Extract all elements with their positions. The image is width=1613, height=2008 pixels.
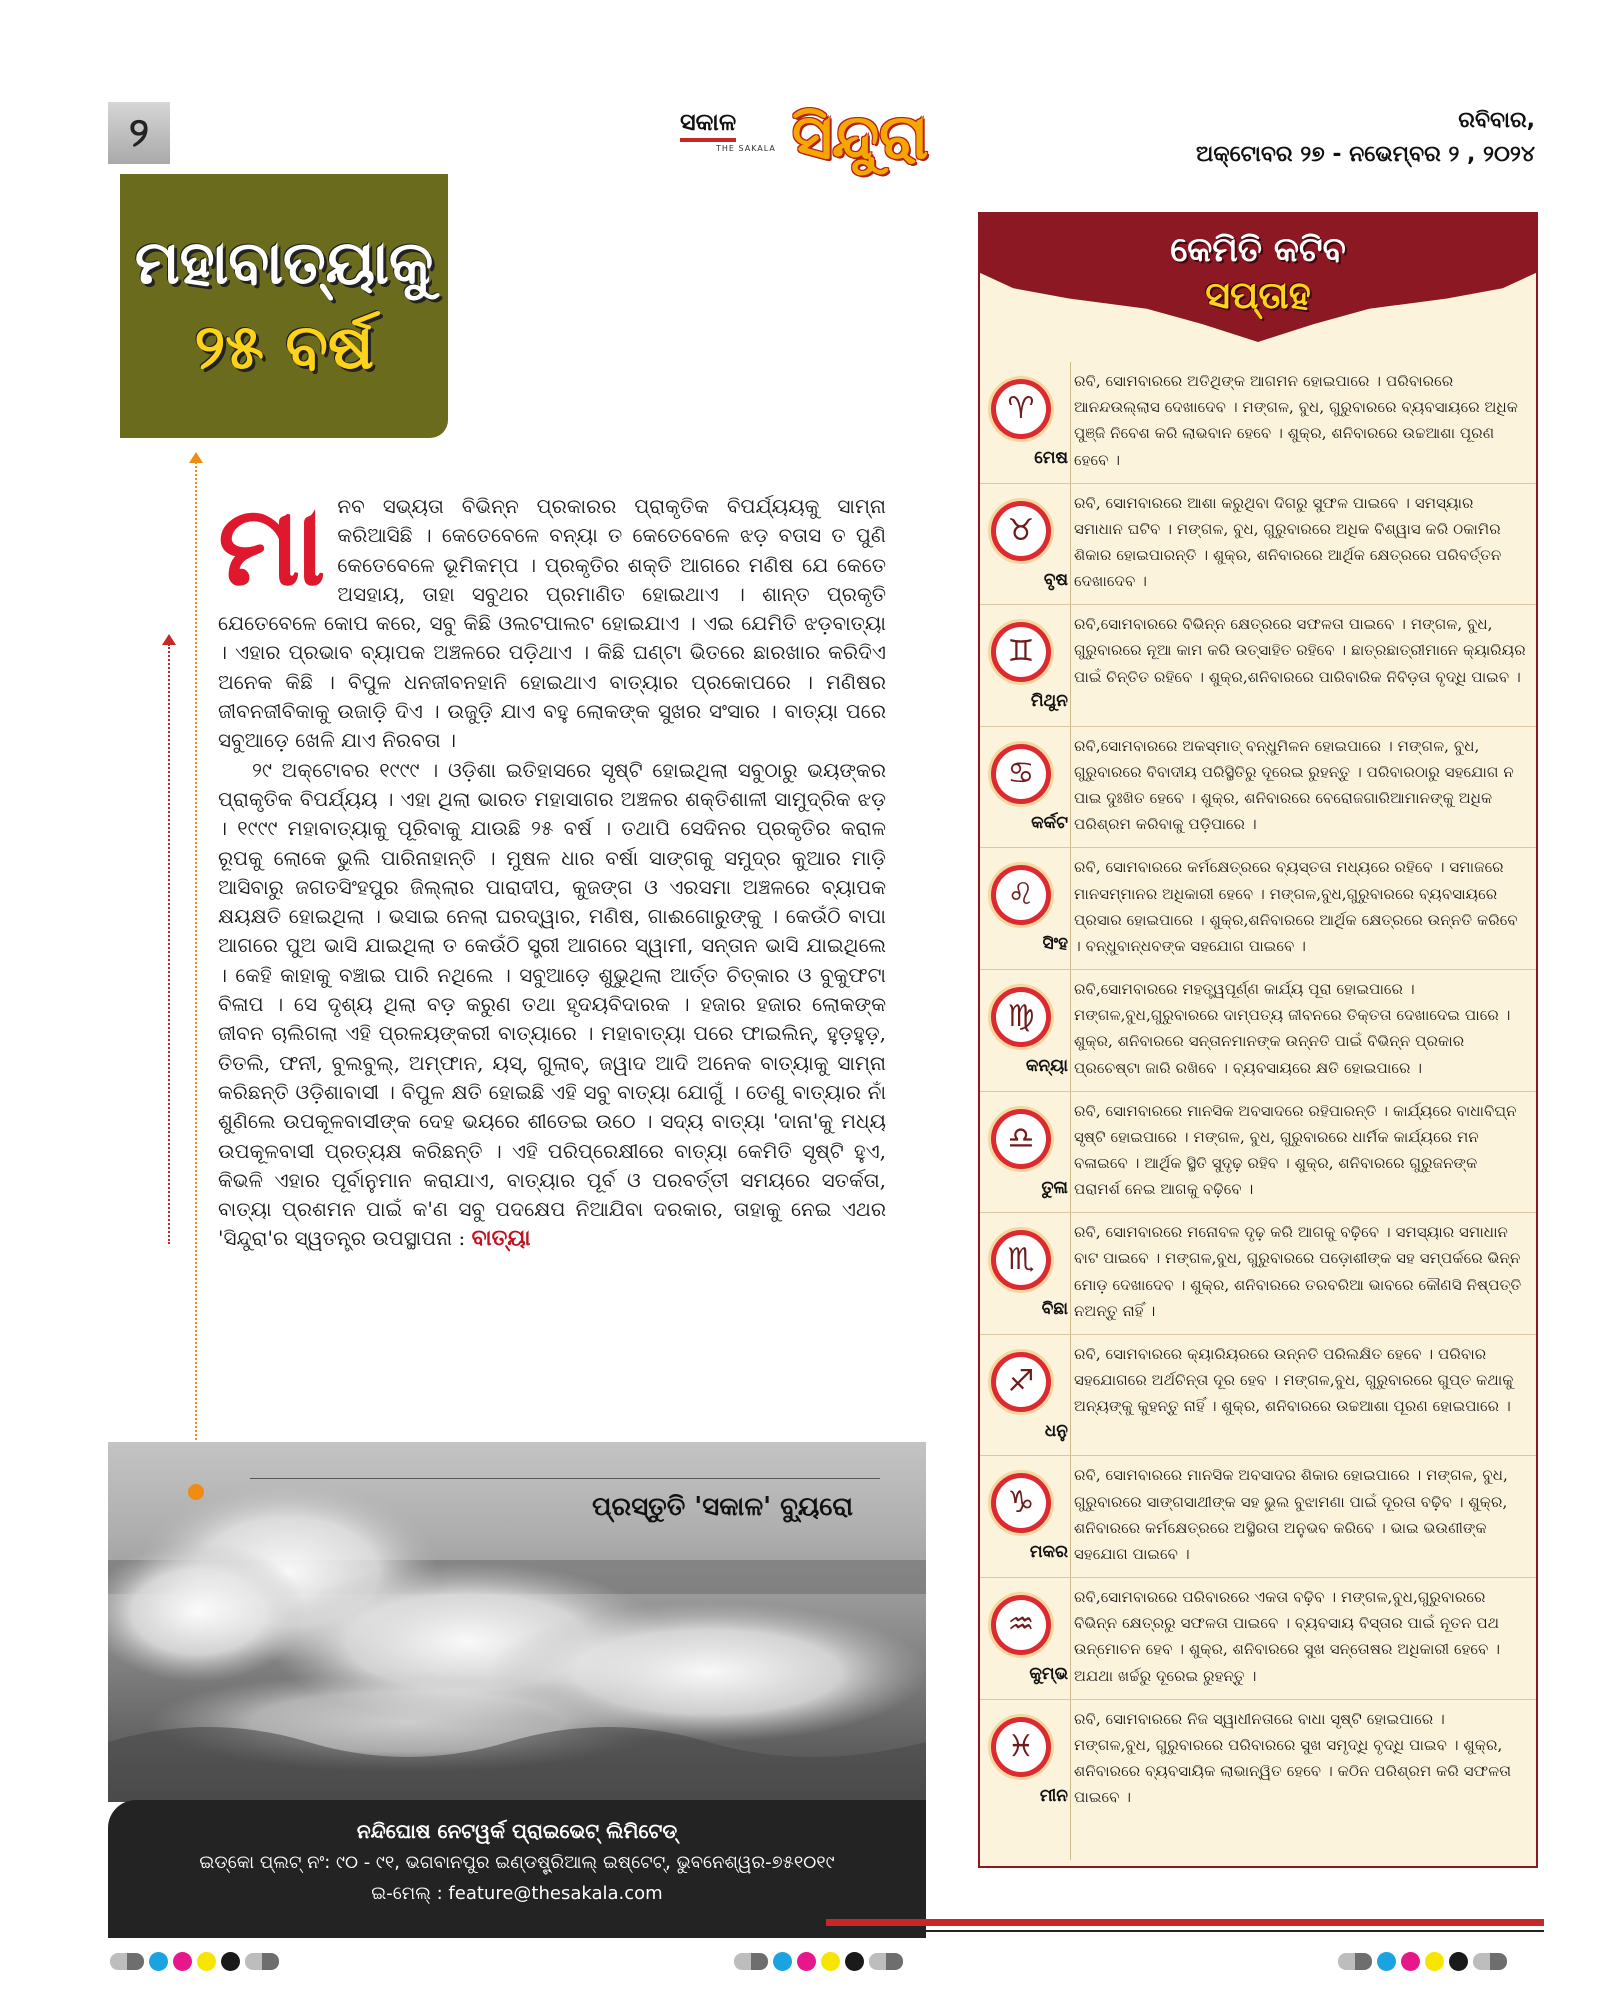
decor-dot — [188, 1484, 204, 1500]
reg-gray-bar — [1473, 1953, 1507, 1970]
pisces-icon-glyph: ♓ — [996, 1722, 1046, 1772]
leo-icon — [988, 862, 1054, 928]
horoscope-sign-name: ମେଷ — [1034, 448, 1068, 468]
reg-yellow-dot — [1425, 1952, 1444, 1971]
horoscope-sign-row — [980, 1092, 1536, 1214]
horoscope-sign-name: ମକର — [1029, 1542, 1068, 1563]
horoscope-panel — [978, 212, 1538, 1868]
sakala-logo-subtitle: THE SAKALA — [716, 144, 776, 153]
horoscope-sign-name: କନ୍ୟା — [1025, 1055, 1068, 1076]
scorpio-icon-glyph: ♏ — [996, 1235, 1046, 1285]
sagittarius-icon-glyph: ♐ — [996, 1357, 1046, 1407]
horoscope-sign-row — [980, 970, 1536, 1092]
feature-title-box — [120, 174, 448, 438]
reg-magenta-dot — [173, 1952, 192, 1971]
horoscope-sign-name: ବୃଷ — [1043, 569, 1068, 590]
horoscope-sign-name: ମୀନ — [1039, 1785, 1068, 1806]
taurus-icon — [988, 498, 1054, 564]
horoscope-sign-text: ରବି, ସୋମବାରରେ କ୍ୟାରିୟରରେ ଉନ୍ନତି ପରିଲକ୍ଷିତ ହେବେ । ପରିବାର ସହଯୋଗରେ ଅର୍ଥଚିନ୍ତା ଦୂର ହେବ । ମଙ୍ଗଳ,ବୁଧ, ଗୁରୁବାରରେ ଗୁପ୍ତ କଥାକୁ ଅନ୍ୟଙ୍କୁ କୁହନ୍ତୁ ନାହିଁ । ଶୁକ୍ର, ଶନିବାରରେ ଉଚ୍ଚଆଶା ପୂରଣ ହୋଇପାରେ । — [1074, 1344, 1514, 1416]
aquarius-icon — [988, 1592, 1054, 1658]
scorpio-icon — [988, 1227, 1054, 1293]
article-highlight-word: ବାତ୍ୟା — [471, 1226, 531, 1252]
horoscope-sign-text: ରବି,ସୋମବାରରେ ଅକସ୍ମାତ୍ ବନ୍ଧୁମିଳନ ହୋଇପାରେ । ମଙ୍ଗଳ, ବୁଧ, ଗୁରୁବାରରେ ବିବାଦୀୟ ପରିସ୍ଥିତିରୁ ଦୂରେଇ ରୁହନ୍ତୁ । ପରିବାରଠାରୁ ସହଯୋଗ ନ ପାଇ ଦୁଃଖିତ ହେବେ । ଶୁକ୍ର, ଶନିବାରରେ ବେରୋଜଗାରିଆମାନଙ୍କୁ ଅଧିକ ପରିଶ୍ରମ କରିବାକୁ ପଡ଼ିପାରେ । — [1074, 736, 1514, 834]
reg-magenta-dot — [1401, 1952, 1420, 1971]
article-byline: ପ୍ରସ୍ତୁତି 'ସକାଳ' ବ୍ୟୁରୋ — [592, 1492, 853, 1522]
sagittarius-icon — [988, 1349, 1054, 1415]
horoscope-sign-name: ତୁଳା — [1041, 1177, 1068, 1198]
reg-yellow-dot — [197, 1952, 216, 1971]
article-paragraph-2 — [218, 756, 886, 1254]
decor-line-red — [168, 644, 170, 1244]
horoscope-sign-text: ରବି, ସୋମବାରରେ ଅତିଥିଙ୍କ ଆଗମନ ହୋଇପାରେ । ପରିବାରରେ ଆନନ୍ଦଉଲ୍ଲାସ ଦେଖାଦେବ । ମଙ୍ଗଳ, ବୁଧ, ଗୁରୁବାରରେ ବ୍ୟବସାୟରେ ଅଧିକ ପୁଞ୍ଜି ନିବେଶ କରି ଲାଭବାନ ହେବେ । ଶୁକ୍ର, ଶନିବାରରେ ଉଚ୍ଚଆଶା ପୂରଣ ହେବେ । — [1074, 372, 1519, 469]
horoscope-list — [980, 362, 1536, 1821]
publisher-name: ନନ୍ଦିଘୋଷ ନେଟୱର୍କ ପ୍ରାଇଭେଟ୍ ଲିମିଟେଡ୍ — [356, 1819, 678, 1843]
reg-magenta-dot — [797, 1952, 816, 1971]
horoscope-sign-text: ରବି, ସୋମବାରରେ ମନୋବଳ ଦୃଢ଼ କରି ଆଗକୁ ବଢ଼ିବେ । ସମସ୍ୟାର ସମାଧାନ ବାଟ ପାଇବେ । ମଙ୍ଗଳ,ବୁଧ, ଗୁରୁବାରରେ ପଡ଼ୋଶୀଙ୍କ ସହ ସମ୍ପର୍କରେ ଭିନ୍ନ ମୋଡ଼ ଦେଖାଦେବ । ଶୁକ୍ର, ଶନିବାରରେ ତରବରିଆ ଭାବରେ କୌଣସି ନିଷ୍ପତ୍ତି ନଅନ୍ତୁ ନାହିଁ । — [1074, 1223, 1522, 1320]
capricorn-icon-glyph: ♑ — [996, 1478, 1046, 1528]
page-number: ୨ — [108, 102, 170, 164]
horoscope-sign-row — [980, 484, 1536, 606]
bottom-rule-red — [826, 1919, 1544, 1926]
libra-icon-glyph: ♎ — [996, 1114, 1046, 1164]
leo-icon-glyph: ♌ — [996, 870, 1046, 920]
article-paragraph-2-text: ୨୯ ଅକ୍ଟୋବର ୧୯୯୯ । ଓଡ଼ିଶା ଇତିହାସରେ ସୃଷ୍ଟି ହୋଇଥିଲା ସବୁଠାରୁ ଭୟଙ୍କର ପ୍ରାକୃତିକ ବିପର୍ଯ୍ୟୟ । ଏହା ଥିଲା ଭାରତ ମହାସାଗର ଅଞ୍ଚଳର ଶକ୍ତିଶାଳୀ ସାମୁଦ୍ରିକ ଝଡ଼ । ୧୯୯୯ ମହାବାତ୍ୟାକୁ ପୂରିବାକୁ ଯାଉଛି ୨୫ ବର୍ଷ । ତଥାପି ସେଦିନର ପ୍ରକୃତିର କରାଳ ରୂପକୁ ଲୋକେ ଭୁଲି ପାରିନାହାନ୍ତି । ମୁଷଳ ଧାର ବର୍ଷା ସାଙ୍ଗକୁ ସମୁଦ୍ର କୁଆର ମାଡ଼ି ଆସିବାରୁ ଜଗତସିଂହପୁର ଜିଲ୍ଲାର ପାରାଦୀପ, କୁଜଙ୍ଗ ଓ ଏରସମା ଅଞ୍ଚଳରେ ବ୍ୟାପକ କ୍ଷୟକ୍ଷତି ହୋଇଥିଲା । ଭସାଇ ନେଲା ଘରଦ୍ୱାର, ମଣିଷ, ଗାଈଗୋରୁଙ୍କୁ । କେଉଁଠି ବାପା ଆଗରେ ପୁଅ ଭାସି ଯାଇଥିଲା ତ କେଉଁଠି ସ୍ତ୍ରୀ ଆଗରେ ସ୍ୱାମୀ, ସନ୍ତାନ ଭାସି ଯାଇଥିଲେ । କେହି କାହାକୁ ବଞ୍ଚାଇ ପାରି ନଥିଲେ । ସବୁଆଡ଼େ ଶୁଭୁଥିଲା ଆର୍ତ୍ତ ଚିତ୍କାର ଓ ବୁକୁଫଟା ବିଳାପ । ସେ ଦୃଶ୍ୟ ଥିଲା ବଡ଼ କରୁଣ ତଥା ହୃଦୟବିଦାରକ । ହଜାର ହଜାର ଲୋକଙ୍କ ଜୀବନ ଚାଲିଗଲା ଏହି ପ୍ରଳୟଙ୍କରୀ ବାତ୍ୟାରେ । ମହାବାତ୍ୟା ପରେ ଫାଇଲିନ୍, ହୁଡ଼ହୁଡ଼, ତିତଲି, ଫନୀ, ବୁଲବୁଲ୍, ଅମ୍ଫାନ, ୟସ୍, ଗୁଲାବ୍, ଜୱାଦ ଆଦି ଅନେକ ବାତ୍ୟାକୁ ସାମ୍ନା କରିଛନ୍ତି ଓଡ଼ିଶାବାସୀ । ବିପୁଳ କ୍ଷତି ହୋଇଛି ଏହି ସବୁ ବାତ୍ୟା ଯୋଗୁଁ । ତେଣୁ ବାତ୍ୟାର ନାଁ ଶୁଣିଲେ ଉପକୂଳବାସୀଙ୍କ ଦେହ ଭୟରେ ଶୀତେଇ ଉଠେ । ସଦ୍ୟ ବାତ୍ୟା 'ଦାନା'କୁ ମଧ୍ୟ ଉପକୂଳବାସୀ ପ୍ରତ୍ୟକ୍ଷ କରିଛନ୍ତି । ଏହି ପରିପ୍ରେକ୍ଷୀରେ ବାତ୍ୟା କେମିତି ସୃଷ୍ଟି ହୁଏ, କିଭଳି ଏହାର ପୂର୍ବାନୁମାନ କରାଯାଏ, ବାତ୍ୟାର ପୂର୍ବ ଓ ପରବର୍ତ୍ତୀ ସମୟରେ ସତର୍କତା, ବାତ୍ୟା ପ୍ରଶମନ ପାଇଁ କ'ଣ ସବୁ ପଦକ୍ଷେପ ନିଆଯିବା ଦରକାର, ତାହାକୁ ନେଇ ଏଥର 'ସିନ୍ଦୁରା'ର ସ୍ୱତନ୍ତ୍ର ଉପସ୍ଥାପନା : — [218, 757, 886, 1251]
dateline-dates: ଅକ୍ଟୋବର ୨୭ - ନଭେମ୍ବର ୨ , ୨୦୨୪ — [1196, 142, 1535, 167]
capricorn-icon — [988, 1470, 1054, 1536]
reg-gray-bar — [1338, 1953, 1372, 1970]
reg-black-dot — [845, 1952, 864, 1971]
decor-line-orange — [195, 462, 197, 1492]
aquarius-icon-glyph: ♒ — [996, 1600, 1046, 1650]
gemini-icon — [988, 619, 1054, 685]
reg-gray-bar — [110, 1953, 144, 1970]
cancer-icon — [988, 741, 1054, 807]
virgo-icon — [988, 984, 1054, 1050]
reg-gray-bar — [869, 1953, 903, 1970]
publisher-email[interactable]: ଇ-ମେଲ୍ : feature@thesakala.com — [371, 1883, 663, 1904]
registration-marks-right — [1338, 1952, 1507, 1971]
horoscope-sign-row — [980, 1700, 1536, 1822]
horoscope-sign-row — [980, 848, 1536, 970]
horoscope-sign-row — [980, 1578, 1536, 1700]
virgo-icon-glyph: ♍ — [996, 992, 1046, 1042]
reg-black-dot — [221, 1952, 240, 1971]
pisces-icon — [988, 1714, 1054, 1780]
horoscope-sign-name: ଧନୁ — [1044, 1420, 1068, 1441]
reg-yellow-dot — [821, 1952, 840, 1971]
horoscope-title: କେମିତି କଟିବ — [1170, 230, 1346, 270]
aries-icon — [988, 376, 1054, 442]
horoscope-sign-name: କର୍କଟ — [1031, 812, 1068, 833]
horoscope-sign-name: ବିଛା — [1041, 1299, 1068, 1320]
reg-black-dot — [1449, 1952, 1468, 1971]
horoscope-sign-name: ମିଥୁନ — [1030, 691, 1068, 712]
gemini-icon-glyph: ♊ — [996, 627, 1046, 677]
article-dropcap: ମା — [218, 482, 326, 610]
masthead-logo — [680, 96, 980, 186]
cancer-icon-glyph: ♋ — [996, 749, 1046, 799]
bottom-rule-black — [108, 1930, 1544, 1932]
dateline-day: ରବିବାର, — [1458, 108, 1535, 133]
reg-gray-bar — [734, 1953, 768, 1970]
horoscope-sign-text: ରବି, ସୋମବାରରେ ନିଜ ସ୍ୱାଧୀନତାରେ ବାଧା ସୃଷ୍ଟି ହୋଇପାରେ । ମଙ୍ଗଳ,ବୁଧ, ଗୁରୁବାରରେ ପରିବାରରେ ସୁଖ ସମୃଦ୍ଧି ବୃଦ୍ଧି ପାଇବ । ଶୁକ୍ର, ଶନିବାରରେ ବ୍ୟବସାୟିକ ଲାଭାନ୍ୱିତ ହେବେ । କଠିନ ପରିଶ୍ରମ କରି ସଫଳତା ପାଇବେ । — [1074, 1709, 1512, 1807]
horoscope-sign-row — [980, 1456, 1536, 1578]
taurus-icon-glyph: ♉ — [996, 506, 1046, 556]
horoscope-sign-text: ରବି,ସୋମବାରରେ ମହତ୍ତ୍ୱପୂର୍ଣ୍ଣ କାର୍ଯ୍ୟ ପୂରା ହୋଇପାରେ । ମଙ୍ଗଳ,ବୁଧ,ଗୁରୁବାରରେ ଦାମ୍ପତ୍ୟ ଜୀବନରେ ତିକ୍ତତା ଦେଖାଦେଇ ପାରେ । ଶୁକ୍ର, ଶନିବାରରେ ସନ୍ତାନମାନଙ୍କ ଉନ୍ନତି ପାଇଁ ବିଭିନ୍ନ ପ୍ରକାର ପ୍ରଚେଷ୍ଟା ଜାରି ରଖିବେ । ବ୍ୟବସାୟରେ କ୍ଷତି ହୋଇପାରେ । — [1074, 979, 1511, 1077]
reg-gray-bar — [245, 1953, 279, 1970]
horoscope-sign-row — [980, 362, 1536, 484]
sakala-logo: ସକାଳ — [680, 108, 736, 142]
feature-article — [218, 482, 886, 1254]
horoscope-sign-row — [980, 605, 1536, 727]
registration-marks-center — [734, 1952, 903, 1971]
horoscope-sign-text: ରବି, ସୋମବାରରେ ମାନସିକ ଅବସାଦର ଶିକାର ହୋଇପାରେ । ମଙ୍ଗଳ, ବୁଧ, ଗୁରୁବାରରେ ସାଙ୍ଗସାଥୀଙ୍କ ସହ ଭୁଲ ବୁଝାମଣା ପାଇଁ ଦୂରତା ବଢ଼ିବ । ଶୁକ୍ର, ଶନିବାରରେ କର୍ମକ୍ଷେତ୍ରରେ ଅସ୍ଥିରତା ଅନୁଭବ କରିବେ । ଭାଇ ଭଉଣୀଙ୍କ ସହଯୋଗ ପାଇବେ । — [1074, 1466, 1508, 1563]
aries-icon-glyph: ♈ — [996, 384, 1046, 434]
publisher-address: ଇଡ୍‌କୋ ପ୍ଲଟ୍ ନଂ: ୯୦ - ୯୧, ଭଗବାନପୁର ଇଣ୍ଡଷ୍ଟ୍ରିଆଲ୍ ଇଷ୍ଟେଟ୍, ଭୁବନେଶ୍ୱର-୭୫୧୦୧୯ — [199, 1852, 835, 1873]
horoscope-sign-text: ରବି,ସୋମବାରରେ ବିଭିନ୍ନ କ୍ଷେତ୍ରରେ ସଫଳତା ପାଇବେ । ମଙ୍ଗଳ, ବୁଧ, ଗୁରୁବାରରେ ନୂଆ କାମ କରି ଉତ୍ସାହିତ ରହିବେ । ଛାତ୍ରଛାତ୍ରୀମାନେ କ୍ୟାରିୟର ପାଇଁ ଚିନ୍ତିତ ରହିବେ । ଶୁକ୍ର,ଶନିବାରରେ ପାରିବାରିକ ନିବିଡ଼ତା ବୃଦ୍ଧି ପାଇବ । — [1074, 615, 1526, 686]
horoscope-sign-text: ରବି, ସୋମବାରରେ ମାନସିକ ଅବସାଦରେ ରହିପାରନ୍ତି । କାର୍ଯ୍ୟରେ ବାଧାବିଘ୍ନ ସୃଷ୍ଟି ହୋଇପାରେ । ମଙ୍ଗଳ, ବୁଧ, ଗୁରୁବାରରେ ଧାର୍ମିକ କାର୍ଯ୍ୟରେ ମନ ବଳାଇବେ । ଆର୍ଥିକ ସ୍ଥିତି ସୁଦୃଢ଼ ରହିବ । ଶୁକ୍ର, ଶନିବାରରେ ଗୁରୁଜନଙ୍କ ପରାମର୍ଶ ନେଇ ଆଗକୁ ବଢ଼ିବେ । — [1074, 1101, 1517, 1199]
registration-marks-left — [110, 1952, 279, 1971]
reg-cyan-dot — [1377, 1952, 1396, 1971]
horoscope-sign-row — [980, 1335, 1536, 1457]
byline-rule — [250, 1478, 880, 1479]
feature-title-line2: ୨୫ ବର୍ଷ — [194, 310, 374, 383]
horoscope-sign-text: ରବି, ସୋମବାରରେ ଆଶା କରୁଥିବା ଦିଗରୁ ସୁଫଳ ପାଇବେ । ସମସ୍ୟାର ସମାଧାନ ଘଟିବ । ମଙ୍ଗଳ, ବୁଧ, ଗୁରୁବାରରେ ଅଧିକ ବିଶ୍ୱାସ କରି ଠକାମିର ଶିକାର ହୋଇପାରନ୍ତି । ଶୁକ୍ର, ଶନିବାରରେ ଆର୍ଥିକ କ୍ଷେତ୍ରରେ ପରିବର୍ତ୍ତନ ଦେଖାଦେବ । — [1074, 493, 1502, 591]
dateline — [1196, 104, 1535, 172]
article-paragraph-1: ନବ ସଭ୍ୟତା ବିଭିନ୍ନ ପ୍ରକାରର ପ୍ରାକୃତିକ ବିପର୍ଯ୍ୟୟକୁ ସାମ୍ନା କରିଆସିଛି । କେତେବେଳେ ବନ୍ୟା ତ କେତେବେଳେ ଝଡ଼ ବତାସ ତ ପୁଣି କେତେବେଳେ ଭୂମିକମ୍ପ । ପ୍ରକୃତିର ଶକ୍ତି ଆଗରେ ମଣିଷ ଯେ କେତେ ଅସହାୟ, ତାହା ସବୁଥର ପ୍ରମାଣିତ ହୋଇଥାଏ । ଶାନ୍ତ ପ୍ରକୃତି ଯେତେବେଳେ କୋପ କରେ, ସବୁ କିଛି ଓଲଟପାଲଟ ହୋଇଯାଏ । ଏଇ ଯେମିତି ଝଡ଼ବାତ୍ୟା । ଏହାର ପ୍ରଭାବ ବ୍ୟାପକ ଅଞ୍ଚଳରେ ପଡ଼ିଥାଏ । କିଛି ଘଣ୍ଟା ଭିତରେ ଛାରଖାର କରିଦିଏ ଅନେକ କିଛି । ବିପୁଳ ଧନଜୀବନହାନି ହୋଇଥାଏ ବାତ୍ୟାର ପ୍ରକୋପରେ । ମଣିଷର ଜୀବନଜୀବିକାକୁ ଉଜାଡ଼ି ଦିଏ । ଉଜୁଡ଼ି ଯାଏ ବହୁ ଲୋକଙ୍କ ସୁଖର ସଂସାର । ବାତ୍ୟା ପରେ ସବୁଆଡ଼େ ଖେଳି ଯାଏ ନିରବତା । — [218, 494, 886, 753]
sindura-logo: ସିନ୍ଦୁରା — [792, 100, 929, 173]
libra-icon — [988, 1106, 1054, 1172]
horoscope-sign-row — [980, 727, 1536, 849]
horoscope-sign-text: ରବି,ସୋମବାରରେ ପରିବାରରେ ଏକତା ବଢ଼ିବ । ମଙ୍ଗଳ,ବୁଧ,ଗୁରୁବାରରେ ବିଭିନ୍ନ କ୍ଷେତ୍ରରୁ ସଫଳତା ପାଇବେ । ବ୍ୟବସାୟ ବିସ୍ତାର ପାଇଁ ନୂତନ ପଥ ଉନ୍ମୋଚନ ହେବ । ଶୁକ୍ର, ଶନିବାରରେ ସୁଖ ସନ୍ତୋଷର ଅଧିକାରୀ ହେବେ । ଅଯଥା ଖର୍ଚ୍ଚରୁ ଦୂରେଇ ରୁହନ୍ତୁ । — [1074, 1587, 1501, 1685]
publisher-footer — [108, 1800, 926, 1938]
horoscope-sign-row — [980, 1213, 1536, 1335]
horoscope-subtitle: ସପ୍ତାହ — [1205, 273, 1311, 317]
reg-cyan-dot — [149, 1952, 168, 1971]
horoscope-sign-name: ସିଂହ — [1042, 934, 1068, 955]
reg-cyan-dot — [773, 1952, 792, 1971]
horoscope-sign-name: କୁମ୍ଭ — [1029, 1663, 1068, 1684]
horoscope-sign-text: ରବି, ସୋମବାରରେ କର୍ମକ୍ଷେତ୍ରରେ ବ୍ୟସ୍ତତା ମଧ୍ୟରେ ରହିବେ । ସମାଜରେ ମାନସମ୍ମାନର ଅଧିକାରୀ ହେବେ । ମଙ୍ଗଳ,ବୁଧ,ଗୁରୁବାରରେ ବ୍ୟବସାୟରେ ପ୍ରସାର ହୋଇପାରେ । ଶୁକ୍ର,ଶନିବାରରେ ଆର୍ଥିକ କ୍ଷେତ୍ରରେ ଉନ୍ନତି କରିବେ । ବନ୍ଧୁବାନ୍ଧବଙ୍କ ସହଯୋଗ ପାଇବେ । — [1074, 858, 1518, 955]
feature-title-line1: ମହାବାତ୍ୟାକୁ — [134, 228, 434, 298]
